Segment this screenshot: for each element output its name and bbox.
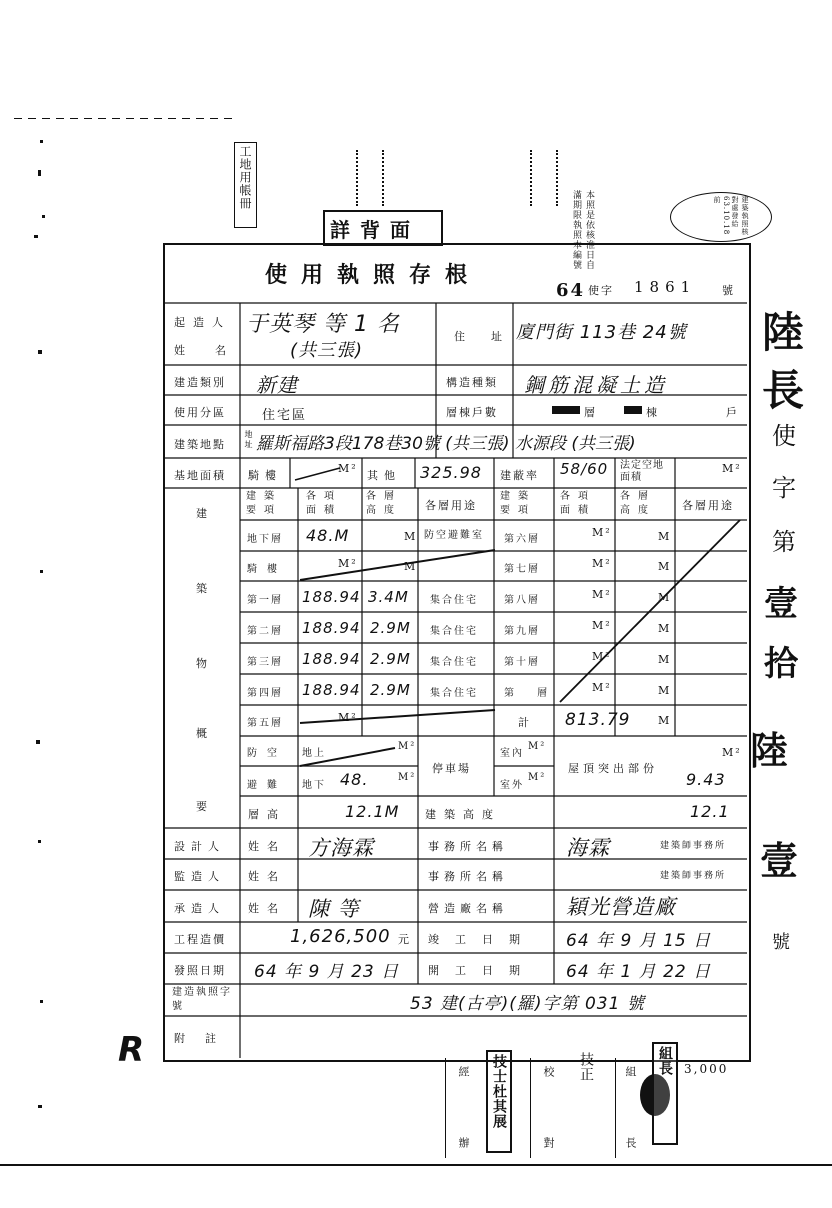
permit-number-char: 使字 (588, 284, 614, 297)
floor-right-area-unit: M² (592, 588, 612, 601)
roof-unit: M² (722, 746, 742, 759)
floor-left-name: 第一層 (247, 595, 283, 606)
zone-value: 住宅區 (262, 408, 308, 423)
other-label: 其他 (367, 469, 401, 482)
firm-label: 營造廠名稱 (428, 902, 508, 915)
designer-label: 設計人 (174, 840, 225, 853)
floor-right-height-unit: M (658, 560, 672, 573)
right-side-note: 本照是依核准日自滿期限執照本編號 (571, 190, 594, 270)
right-margin-char: 陸 (750, 728, 789, 773)
col-height-left: 各層高度 (366, 491, 402, 516)
right-margin-char: 壹 (764, 584, 798, 624)
building-side-1: 建 (196, 507, 209, 520)
supervisor-office-label: 事務所名稱 (428, 870, 508, 883)
structure-value: 鋼筋混凝土造 (524, 373, 668, 397)
signoff-checker: 校對 (542, 1066, 555, 1208)
col-area-right: 各項面積 (560, 491, 596, 516)
floor-left-area: 188.94 (302, 588, 361, 606)
category-label: 建造類別 (174, 376, 226, 389)
floor-left-area: 48.M (306, 526, 350, 545)
applicant-label-1: 起造人 (174, 316, 231, 329)
floor-left-height: 2.9M (370, 619, 411, 637)
floor-right-height-unit: M (658, 622, 672, 635)
buildings-redacted (624, 406, 642, 414)
site-label: 建築地點 (174, 438, 226, 451)
evacuation-label: 避難 (247, 780, 287, 791)
floor-left-use: 集合住宅 (430, 657, 478, 668)
arcade-label: 騎樓 (248, 469, 282, 482)
floor-right-name: 第九層 (504, 626, 540, 637)
site-value: 羅斯福路3段178巷30號 (共三張) 水源段 (共三張) (256, 434, 636, 454)
supervisor-label: 監造人 (174, 870, 225, 883)
right-margin-char: 長 (762, 366, 805, 415)
zone-label: 使用分區 (174, 406, 226, 419)
right-margin-char: 號 (772, 932, 790, 953)
issue-label: 發照日期 (174, 964, 226, 977)
outdoor-unit: M² (528, 772, 547, 783)
floor-left-area: 188.94 (302, 650, 361, 668)
legal-open-label: 法定空地面積 (620, 460, 664, 483)
top-stamp-1: 工地用帳冊 (234, 142, 257, 228)
col-items-left: 建築要項 (246, 491, 282, 516)
indoor-label: 室內 (500, 748, 524, 759)
issue-value: 64 年 9 月 23 日 (254, 962, 400, 982)
cost-label: 工程造價 (174, 933, 226, 946)
arcade-m2: M² (338, 462, 358, 475)
supervisor-office-suffix: 建築師事務所 (660, 871, 727, 881)
floor-right-name: 第十層 (504, 657, 540, 668)
floor-left-name: 地下層 (247, 534, 283, 545)
floor-right-height-unit: M (658, 684, 672, 697)
floor-right-area-unit: M² (592, 619, 612, 632)
roof-value: 9.43 (686, 770, 726, 789)
signoff-clerk: 經辦 (457, 1066, 470, 1208)
permit-number: 1861 (634, 278, 697, 296)
contractor-name: 陳 等 (308, 897, 360, 921)
floor-right-area-unit: M² (592, 650, 612, 663)
right-margin-char: 壹 (760, 838, 799, 883)
structure-label: 構造種類 (446, 376, 498, 389)
start-value: 64 年 1 月 22 日 (566, 962, 712, 982)
below-label: 地下 (302, 780, 326, 791)
buildings-value: 棟 (646, 406, 659, 419)
floor-left-name: 第四層 (247, 688, 283, 699)
above-unit: M² (398, 741, 417, 752)
left-margin-mark: R (118, 1030, 146, 1070)
right-margin-char: 第 (772, 528, 796, 556)
civil-defense-label: 防空 (247, 748, 287, 759)
floor-left-name: 第二層 (247, 626, 283, 637)
signoff-divider (445, 1058, 446, 1158)
start-label: 開工日期 (428, 964, 536, 977)
cost-unit: 元 (398, 933, 411, 946)
contractor-label: 承造人 (174, 902, 225, 915)
signoff-divider-3 (615, 1058, 616, 1158)
detail-back-label: 詳背面 (330, 218, 420, 242)
floor-left-height-unit: M (404, 560, 418, 573)
remarks-label: 附註 (174, 1032, 236, 1045)
designer-name: 方海霖 (308, 836, 374, 860)
floor-right-height-unit: M (658, 591, 672, 604)
floor-right-name: 第八層 (504, 595, 540, 606)
permit-label: 建造執照字號 (172, 987, 232, 1012)
indoor-unit: M² (528, 741, 547, 752)
floor-right-area-unit: M² (592, 681, 612, 694)
floor-left-height-unit: M (404, 530, 418, 543)
contractor-name-label: 姓名 (248, 902, 286, 915)
col-area-left: 各項面積 (306, 491, 342, 516)
floor-left-area: 188.94 (302, 681, 361, 699)
building-side-5: 要 (196, 800, 209, 813)
signoff-stamp-1: 技士杜其展 (486, 1050, 512, 1153)
applicant-name: 于英琴 等 1 名 (246, 312, 400, 337)
legal-open-m2: M² (722, 462, 742, 475)
building-side-4: 概 (196, 727, 209, 740)
designer-office: 海霖 (566, 836, 610, 860)
parking-label: 停車場 (432, 762, 471, 775)
permit-value: 53 建(古亭)(羅)字第 031 號 (410, 994, 645, 1014)
building-side-3: 物 (196, 657, 209, 670)
signoff-stamp-2: 技正 (578, 1052, 594, 1082)
address-label: 住址 (454, 330, 528, 343)
floor-left-use: 集合住宅 (430, 626, 478, 637)
signoff-chief: 組長 (624, 1066, 637, 1208)
right-margin-char: 字 (772, 474, 796, 502)
right-margin-stamp (750, 300, 816, 960)
floor-left-height: 2.9M (370, 681, 411, 699)
floor-right-area-unit: M² (592, 557, 612, 570)
outdoor-label: 室外 (500, 780, 524, 791)
designer-name-label: 姓名 (248, 840, 286, 853)
right-margin-char: 使 (772, 422, 796, 450)
other-value: 325.98 (420, 463, 482, 482)
building-side-2: 築 (196, 582, 209, 595)
building-height-label: 建築高度 (425, 808, 501, 821)
floor-left-name: 第五層 (247, 718, 283, 729)
category-value: 新建 (256, 373, 298, 397)
floor-left-height: 3.4M (368, 588, 409, 606)
right-side-note-2: 建築執照核對處發給 63.10.18 前 (713, 196, 749, 236)
designer-office-label: 事務所名稱 (428, 840, 508, 853)
col-height-right: 各層高度 (620, 491, 656, 516)
applicant-name-2: (共三張) (290, 340, 364, 361)
signoff-chief-value: 3,000 (684, 1062, 729, 1076)
permit-number-prefix: 64 (556, 280, 586, 301)
floor-right-height-unit: M (658, 653, 672, 666)
form-title: 使用執照存根 (265, 262, 482, 288)
floor-left-use: 防空避難室 (424, 530, 484, 541)
floors-redacted (552, 406, 580, 414)
supervisor-name-label: 姓名 (248, 870, 286, 883)
col-use-left: 各層用途 (425, 499, 477, 512)
story-height-value: 12.1M (345, 802, 400, 821)
signoff-divider-2 (530, 1058, 531, 1158)
floor-left-use: 集合住宅 (430, 688, 478, 699)
completion-label: 竣工日期 (428, 933, 536, 946)
completion-value: 64 年 9 月 15 日 (566, 931, 712, 951)
right-margin-char: 陸 (762, 308, 805, 357)
col-items-right: 建築要項 (500, 491, 536, 516)
floors-value: 層 (584, 406, 597, 419)
floor-left-name: 第三層 (247, 657, 283, 668)
address-value: 廈門街 113巷 24號 (516, 322, 687, 343)
permit-number-suffix: 號 (722, 284, 735, 297)
floor-left-area-unit: M² (338, 557, 358, 570)
signoff-stamp-3: 組長 (652, 1042, 678, 1145)
floor-left-area-unit: M² (338, 711, 358, 724)
floor-left-use: 集合住宅 (430, 595, 478, 606)
floor-right-height-unit: M (658, 530, 672, 543)
total-value: 813.79 (565, 710, 631, 730)
site-prefix: 地址 (244, 430, 253, 450)
right-margin-char: 拾 (764, 644, 798, 684)
above-label: 地上 (302, 748, 326, 759)
floor-left-height: 2.9M (370, 650, 411, 668)
below-value: 48. (340, 770, 369, 789)
building-height-value: 12.1 (690, 802, 730, 821)
cost-value: 1,626,500 (290, 926, 391, 947)
floor-right-name: 第六層 (504, 534, 540, 545)
contractor-firm: 穎光營造廠 (566, 895, 676, 919)
roof-label: 屋頂突出部份 (568, 762, 658, 775)
floor-left-area: 188.94 (302, 619, 361, 637)
total-height-unit: M (658, 714, 672, 727)
floor-right-name: 第 層 (504, 688, 558, 699)
col-use-right: 各層用途 (682, 499, 734, 512)
coverage-label: 建蔽率 (500, 469, 539, 482)
applicant-label-2: 姓名 (174, 344, 256, 357)
total-label: 計 (518, 716, 531, 729)
story-height-label: 層高 (248, 808, 286, 821)
base-area-label: 基地面積 (174, 469, 226, 482)
floors-units-label: 層棟戶數 (446, 406, 498, 419)
units-value: 戶 (726, 406, 739, 419)
below-unit: M² (398, 772, 417, 783)
floor-left-name: 騎樓 (247, 564, 287, 575)
floor-right-area-unit: M² (592, 526, 612, 539)
coverage-value: 58/60 (560, 460, 609, 478)
floor-right-name: 第七層 (504, 564, 540, 575)
designer-office-suffix: 建築師事務所 (660, 841, 727, 851)
